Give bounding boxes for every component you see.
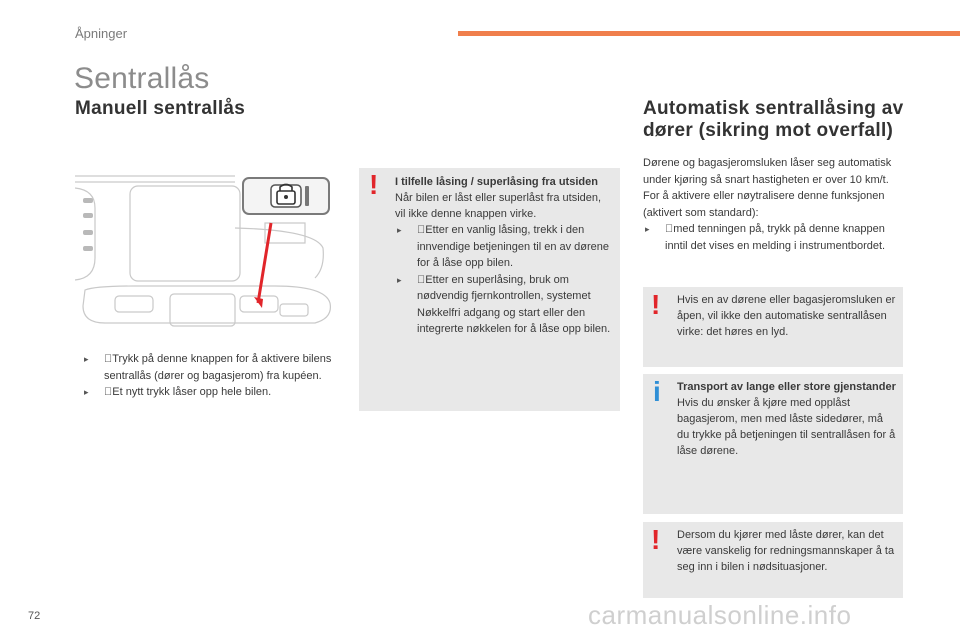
list-item-text: Etter en vanlig låsing, trekk i den innvendige betjeningen til en av dørene for å låse opp bilen. bbox=[417, 224, 610, 269]
warning-icon: ! bbox=[651, 289, 661, 320]
list-item bbox=[82, 351, 337, 384]
watermark: carmanualsonline.info bbox=[588, 600, 852, 630]
info-icon: i bbox=[653, 376, 661, 407]
warning-icon: ! bbox=[369, 169, 379, 200]
bullet-arrow-icon: ▸ bbox=[84, 387, 89, 397]
rescue-warning-text: Dersom du kjører med låste dører, kan det være vanskelig for redningsmannskaper å ta seg inn i bilen i nødsituasjoner. bbox=[677, 529, 895, 573]
intro-paragraph-1: Dørene og bagasjeromsluken låser seg automatisk under kjøring så snart hastigheten er over 10 km/t. bbox=[643, 157, 892, 186]
page-number: 72 bbox=[28, 610, 41, 622]
auto-lock-intro bbox=[643, 155, 905, 254]
manual-lock-heading: Manuell sentrallås bbox=[75, 98, 246, 119]
bullet-arrow-icon: ▸ bbox=[397, 225, 402, 235]
warning-text: Når bilen er låst eller superlåst fra utsiden, vil ikke denne knappen virke. bbox=[395, 192, 602, 220]
list-item-text: Etter en superlåsing, bruk om nødvendig fjernkontrollen, systemet Nøkkelfri adgang og start eller den integrerte nøkkelen for å låse opp bilen. bbox=[417, 273, 611, 335]
list-item-text: med tenningen på, trykk på denne knappen inntil det vises en melding i instrumentbordet. bbox=[665, 223, 886, 252]
list-item bbox=[82, 384, 337, 401]
warning-icon: ! bbox=[651, 524, 661, 555]
page-title: Sentrallås bbox=[74, 62, 210, 95]
transport-info-content bbox=[677, 379, 897, 459]
warning-title: I tilfelle låsing / superlåsing fra utsiden bbox=[395, 176, 598, 188]
console-illustration bbox=[75, 168, 338, 333]
rescue-warning-box bbox=[643, 522, 903, 598]
transport-info-title: Transport av lange eller store gjenstander bbox=[677, 381, 896, 393]
manual-lock-steps bbox=[82, 351, 337, 401]
accent-bar bbox=[458, 31, 960, 36]
section-label: Åpninger bbox=[75, 26, 128, 41]
list-item-text: Trykk på denne knappen for å aktivere bilens sentrallås (dører og bagasjerom) fra kupéen. bbox=[104, 353, 332, 382]
list-item-text: Et nytt trykk låser opp hele bilen. bbox=[112, 386, 272, 398]
transport-info-box bbox=[643, 374, 903, 514]
open-door-warning-text: Hvis en av dørene eller bagasjeromsluken er åpen, vil ikke den automatiske sentrallåsen virke: det høres en lyd. bbox=[677, 294, 896, 338]
intro-paragraph-2: For å aktivere eller nøytralisere denne funksjonen (aktivert som standard): bbox=[643, 190, 885, 219]
list-item bbox=[395, 272, 613, 338]
bullet-arrow-icon: ▸ bbox=[645, 224, 650, 234]
list-item bbox=[395, 222, 613, 272]
open-door-warning-box bbox=[643, 287, 903, 367]
transport-info-text: Hvis du ønsker å kjøre med opplåst bagasjerom, men med låste sidedører, må du trykke på betjeningen til sentrallåsen for å låse dørene. bbox=[677, 397, 896, 457]
exterior-lock-warning-box bbox=[359, 168, 620, 411]
console-drawing bbox=[75, 168, 338, 333]
list-item bbox=[643, 221, 905, 254]
bullet-arrow-icon: ▸ bbox=[84, 354, 89, 364]
warning-content bbox=[395, 174, 613, 338]
auto-lock-heading: Automatisk sentrallåsing av dører (sikring mot overfall) bbox=[643, 98, 904, 141]
bullet-arrow-icon: ▸ bbox=[397, 274, 402, 285]
